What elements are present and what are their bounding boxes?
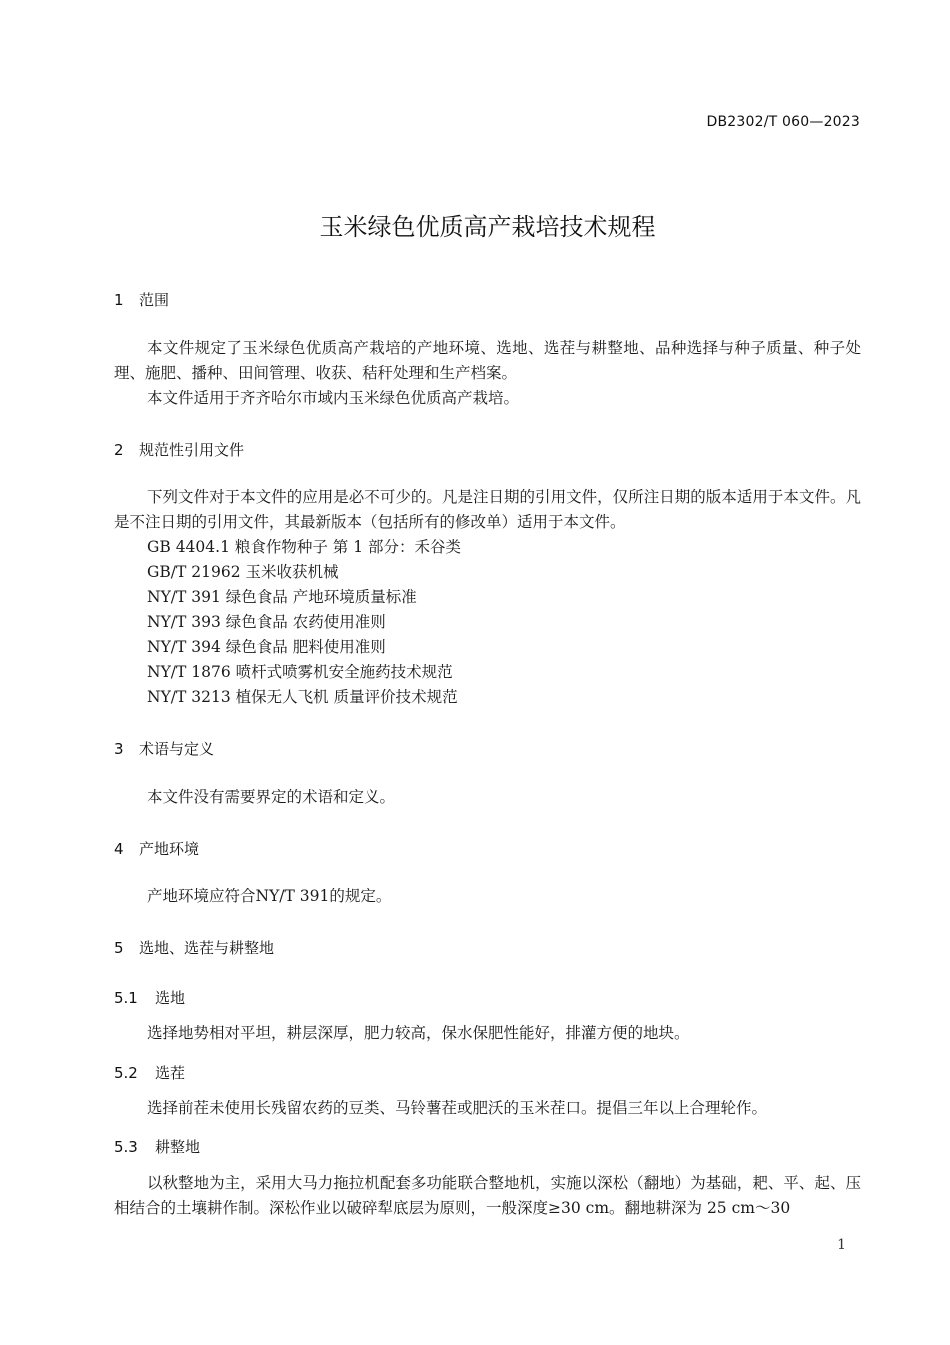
reference-item: NY/T 393 绿色食品 农药使用准则 bbox=[147, 613, 386, 631]
section-5-heading bbox=[114, 937, 274, 958]
section-5-3-paragraph: 以秋整地为主，采用大马力拖拉机配套多功能联合整地机，实施以深松（翻地）为基础，耙、平、起、压相结合的土壤耕作制。深松作业以破碎犁底层为原则，一般深度≥30 cm。翻地耕深为 25 cm～30 bbox=[114, 1174, 861, 1217]
section-1-paragraph-1: 本文件规定了玉米绿色优质高产栽培的产地环境、选地、选茬与耕整地、品种选择与种子质量、种子处理、施肥、播种、田间管理、收获、秸秆处理和生产档案。 bbox=[114, 339, 861, 382]
section-1-heading bbox=[114, 289, 169, 310]
reference-item: NY/T 394 绿色食品 肥料使用准则 bbox=[147, 638, 386, 656]
reference-item: GB/T 21962 玉米收获机械 bbox=[147, 563, 339, 581]
section-number: 4 bbox=[114, 840, 124, 858]
section-5-2-heading bbox=[114, 1062, 185, 1083]
section-title: 选茬 bbox=[155, 1064, 186, 1082]
reference-item: NY/T 1876 喷杆式喷雾机安全施药技术规范 bbox=[147, 663, 453, 681]
section-title: 术语与定义 bbox=[139, 740, 215, 758]
section-number: 2 bbox=[114, 441, 124, 459]
section-number: 1 bbox=[114, 291, 124, 309]
section-5-2-paragraph: 选择前茬未使用长残留农药的豆类、马铃薯茬或肥沃的玉米茬口。提倡三年以上合理轮作。 bbox=[147, 1099, 768, 1117]
page-number: 1 bbox=[837, 1237, 846, 1253]
section-number: 5 bbox=[114, 939, 124, 957]
section-number: 5.3 bbox=[114, 1138, 138, 1156]
section-5-1-heading bbox=[114, 987, 185, 1008]
reference-item: NY/T 3213 植保无人飞机 质量评价技术规范 bbox=[147, 688, 458, 706]
section-2-heading bbox=[114, 439, 244, 460]
document-code: DB2302/T 060—2023 bbox=[706, 114, 860, 130]
section-2-paragraph-1: 下列文件对于本文件的应用是必不可少的。凡是注日期的引用文件，仅所注日期的版本适用于本文件。凡是不注日期的引用文件，其最新版本（包括所有的修改单）适用于本文件。 bbox=[114, 488, 861, 531]
section-number: 3 bbox=[114, 740, 124, 758]
section-3-paragraph-1: 本文件没有需要界定的术语和定义。 bbox=[147, 788, 396, 806]
section-title: 规范性引用文件 bbox=[139, 441, 245, 459]
section-4-heading bbox=[114, 838, 199, 859]
reference-item: GB 4404.1 粮食作物种子 第 1 部分：禾谷类 bbox=[147, 538, 462, 556]
document-title: 玉米绿色优质高产栽培技术规程 bbox=[319, 213, 656, 241]
section-title: 范围 bbox=[139, 291, 170, 309]
reference-item: NY/T 391 绿色食品 产地环境质量标准 bbox=[147, 588, 417, 606]
section-title: 产地环境 bbox=[139, 840, 200, 858]
section-3-heading bbox=[114, 738, 214, 759]
section-4-paragraph-1: 产地环境应符合NY/T 391的规定。 bbox=[147, 887, 392, 905]
section-title: 选地、选茬与耕整地 bbox=[139, 939, 275, 957]
section-5-3-heading bbox=[114, 1136, 200, 1157]
section-1-paragraph-2: 本文件适用于齐齐哈尔市域内玉米绿色优质高产栽培。 bbox=[147, 389, 520, 407]
section-5-1-paragraph: 选择地势相对平坦，耕层深厚，肥力较高，保水保肥性能好，排灌方便的地块。 bbox=[147, 1024, 690, 1042]
section-title: 选地 bbox=[155, 989, 186, 1007]
section-title: 耕整地 bbox=[155, 1138, 201, 1156]
section-number: 5.2 bbox=[114, 1064, 138, 1082]
section-number: 5.1 bbox=[114, 989, 138, 1007]
